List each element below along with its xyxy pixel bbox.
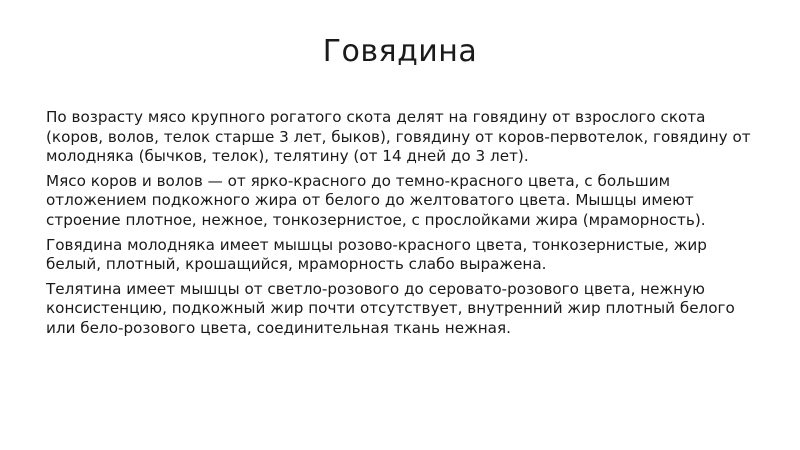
paragraph-age-classification: По возрасту мясо крупного рогатого скота делят на говядину от взрослого скота (коров, волов, телок старше 3 лет, быков), говядину от коров-первотелок, говядину от молодняка (бычков, телок), телятину (от 14 дней до 3 лет). xyxy=(46,108,751,166)
paragraph-young-cattle-meat: Говядина молодняка имеет мышцы розово-красного цвета, тонкозернистые, жир белый, плотный, крошащийся, мраморность слабо выражена. xyxy=(46,235,707,274)
slide-body xyxy=(46,108,766,344)
slide-title: Говядина xyxy=(322,34,478,69)
paragraph-veal: Телятина имеет мышцы от светло-розового до серовато-розового цвета, нежную консистенцию, подкожный жир почти отсутствует, внутренний жир плотный белого или бело-розового цвета, соединительная ткань нежная. xyxy=(46,279,735,337)
paragraph-cow-ox-meat: Мясо коров и волов — от ярко-красного до темно-красного цвета, с большим отложением подкожного жира от белого до желтоватого цвета. Мышцы имеют строение плотное, нежное, тонкозернистое, с прослойками жира (мраморность). xyxy=(46,171,706,229)
